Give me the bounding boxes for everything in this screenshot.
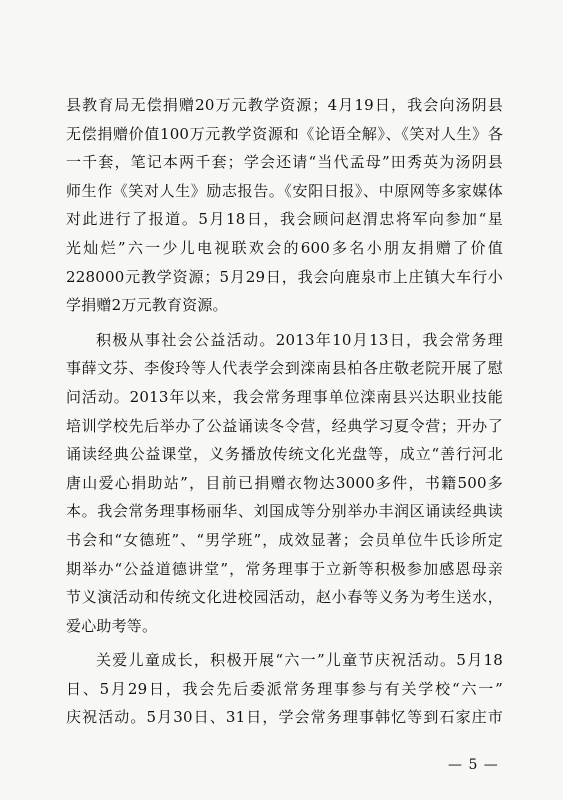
text-line: 对此进行了报道。5月18日，我会顾问赵渭忠将军向参加“星 [66,210,503,229]
text-line: 关爱儿童成长，积极开展“六一”儿童节庆祝活动。5月18 [96,651,503,670]
text-line: 爱心助考等。 [66,616,158,635]
paragraph-3 [66,646,503,732]
text-line: 事薛文芬、李俊玲等人代表学会到滦南县柏各庄敬老院开展了慰 [66,359,503,378]
text-line: 培训学校先后举办了公益诵读冬令营，经典学习夏令营；开办了 [66,416,503,435]
paragraph-2 [66,326,503,641]
text-line: 庆祝活动。5月30日、31日，学会常务理事韩忆等到石家庄市 [66,708,503,727]
text-line: 一千套，笔记本两千套；学会还请“当代孟母”田秀英为汤阴县 [66,153,503,172]
text-line: 积极从事社会公益活动。2013年10月13日，我会常务理 [96,330,503,349]
text-line: 问活动。2013年以来，我会常务理事单位滦南县兴达职业技能 [66,387,503,406]
text-line: 诵读经典公益课堂，义务播放传统文化光盘等，成立“善行河北 [66,445,503,464]
text-line: 县教育局无偿捐赠20万元教学资源；4月19日，我会向汤阴县 [66,96,503,114]
text-line: 期举办“公益道德讲堂”，常务理事于立新等积极参加感恩母亲 [66,559,503,578]
text-line: 书会和“女德班”、“男学班”，成效显著；会员单位牛氏诊所定 [66,530,503,549]
text-line: 师生作《笑对人生》励志报告。《安阳日报》、中原网等多家媒体 [66,181,503,200]
text-line: 本。我会常务理事杨丽华、刘国成等分别举办丰润区诵读经典读 [66,502,503,521]
text-line: 光灿烂”六一少儿电视联欢会的600多名小朋友捐赠了价值 [66,238,503,257]
text-line: 无偿捐赠价值100万元教学资源和《论语全解》、《笑对人生》各 [66,124,503,143]
paragraph-1 [66,91,503,320]
page-number: — 5 — [448,757,499,773]
text-line: 228000元教学资源；5月29日，我会向鹿泉市上庄镇大车行小 [66,267,503,286]
text-line: 唐山爱心捐助站”，目前已捐赠衣物达3000多件，书籍500多 [66,473,503,492]
body-text [66,91,503,738]
text-line: 日、5月29日，我会先后委派常务理事参与有关学校“六一” [66,679,503,698]
text-line: 节义演活动和传统文化进校园活动，赵小春等义务为考生送水， [66,588,503,607]
text-line: 学捐赠2万元教育资源。 [66,296,228,315]
